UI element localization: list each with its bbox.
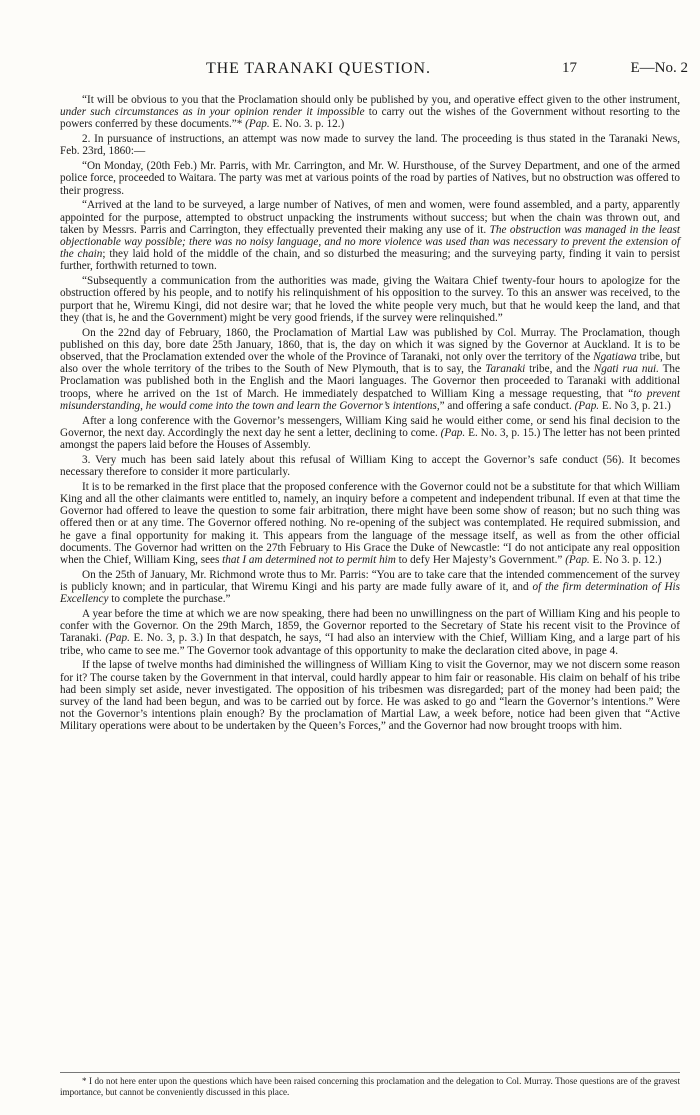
text-run: ; they laid hold of the middle of the chain, and so disturbed the measuring; and the surveying party, finding it vain to persist further, forthwith returned to town.: [60, 248, 680, 273]
italic-text: Taranaki: [485, 363, 526, 376]
text-run: After a long conference with the Governor’s messengers, William King said he would either come, or send his final decision to the Governor, the next day. Accordingly the next day he sent a letter, declining to come.: [60, 414, 680, 439]
footnote-area: [60, 1072, 680, 1098]
body-paragraph: [60, 481, 680, 566]
text-run: “Subsequently a communication from the authorities was made, giving the Waitara Chief twenty-four hours to apologize for the obstruction offered by his people, and to notify his relinquishment of his opposition to the survey. To this an answer was received, to the purport that he, Wiremu Kingi, did not desire war; that he loved the white people very much, but that he would keep the land, and that they (that is, he and the Government) might be very good friends, if the survey were relinquished.”: [60, 275, 680, 324]
italic-text: that I am determined not to permit him: [222, 554, 396, 567]
body-paragraph: [60, 199, 680, 272]
body-paragraph: [60, 608, 680, 657]
text-run: to complete the purchase.”: [108, 593, 231, 606]
body-paragraph: [60, 275, 680, 324]
page-header: [60, 60, 688, 82]
text-run: On the 25th of January, Mr. Richmond wrote thus to Mr. Parris: “You are to take care that the intended commencement of the survey is publicly known; and in particular, that Wiremu Kingi and his party are made fully aware of it, and: [60, 568, 680, 594]
italic-text: Ngatiawa: [593, 351, 637, 364]
italic-text: to prevent misunderstanding, he would come into the town and learn the Governor’s intentions,: [60, 387, 680, 412]
text-run: to carry out the wishes of the Government without resorting to the powers conferred by these documents.”*: [60, 106, 681, 131]
body-paragraph: [60, 415, 680, 452]
body-text: [60, 94, 680, 735]
body-paragraph: [60, 327, 680, 412]
text-run: 2. In pursuance of instructions, an attempt was now made to survey the land. The proceeding is thus stated in the Taranaki News, Feb. 23rd, 1860:—: [60, 133, 680, 158]
page-number: 17: [562, 60, 577, 76]
text-run: 3. Very much has been said lately about this refusal of William King to accept the Governor’s safe conduct (56). It becomes necessary therefore to consider it more particularly.: [60, 453, 680, 479]
document-series-number: E—No. 2: [630, 60, 688, 76]
italic-text: under such circumstances as in your opinion render it impossible: [60, 106, 365, 119]
text-run: The Proclamation was published both in the English and the Maori languages. The Governor then proceeded to Taranaki with additional troops, where he arrived on the 1st of March. He immediately despatched to William King a message requesting, that “: [60, 363, 680, 400]
body-paragraph: [60, 659, 680, 732]
body-paragraph: [60, 454, 680, 478]
italic-text: (Pap.: [440, 426, 466, 439]
italic-text: (Pap.: [105, 632, 130, 645]
text-run: “On Monday, (20th Feb.) Mr. Parris, with Mr. Carrington, and Mr. W. Hursthouse, of the Survey Department, and one of the armed police force, proceeded to Waitara. The party was met at various points of the road by parties of Natives, but no obstruction was offered to their progress.: [60, 160, 680, 197]
text-run: E. No. 3, p. 3.) In that despatch, he says, “I had also an interview with the Chief, William King, and a large part of his tribe, who came to see me.” The Governor took advantage of this opportunity to make the declaration cited above, in page 4.: [60, 632, 680, 657]
text-run: tribe, and the: [525, 363, 594, 376]
italic-text: The obstruction was managed in the least objectionable way possible; there was no noisy language, and no more violence was used than was necessary to prevent the extension of the chain: [60, 223, 680, 261]
text-run: A year before the time at which we are now speaking, there had been no unwillingness on the part of William King and his people to confer with the Governor. On the 29th March, 1859, the Governor reported to the Secretary of State his recent visit to the Province of Taranaki.: [60, 608, 680, 645]
text-run: to defy Her Majesty’s Government.”: [395, 554, 566, 567]
footnote: * I do not here enter upon the questions which have been raised concerning this proclamation and the delegation to Col. Murray. Those questions are of the gravest importance, but cannot be conveniently discussed in this place.: [60, 1076, 680, 1097]
text-run: “It will be obvious to you that the Proclamation should only be published by you, and operative effect given to the other instrument,: [82, 94, 680, 106]
italic-text: (Pap.: [565, 554, 590, 567]
text-run: E. No 3. p. 12.): [589, 554, 662, 567]
running-title: THE TARANAKI QUESTION.: [206, 60, 431, 77]
italic-text: (Pap.: [245, 118, 270, 131]
text-run: E. No 3, p. 21.): [599, 399, 671, 412]
text-run: “Arrived at the land to be surveyed, a large number of Natives, of men and women, were found assembled, and a party, apparently appointed for the purpose, attempted to obstruct unpacking the instruments without success; but when the chain was thrown out, and taken by Messrs. Parris and Carrington, they effectually prevented their making any use of it.: [60, 199, 680, 236]
italic-text: (Pap.: [574, 399, 600, 412]
text-run: On the 22nd day of February, 1860, the Proclamation of Martial Law was published by Col. Murray. The Proclamation, though published on this day, bore date 25th January, 1860, that is, the day on which it was signed by the Governor at Auckland. It is to be observed, that the Proclamation extended over the whole of the Province of Taranaki, not only over the territory of the: [60, 326, 680, 364]
text-run: E. No. 3. p. 12.): [269, 118, 345, 131]
text-run: tribe, but also over the whole territory of the tribes to the South of New Plymouth, that is to say, the: [60, 351, 680, 376]
body-paragraph: [60, 94, 680, 131]
body-paragraph: [60, 160, 680, 197]
italic-text: of the firm determination of His Excellency: [60, 581, 681, 606]
text-run: ” and offering a safe conduct.: [439, 399, 575, 412]
body-paragraph: [60, 133, 680, 157]
text-run: It is to be remarked in the first place that the proposed conference with the Governor could not be a substitute for that which William King and all the other claimants were entitled to, namely, an inquiry before a competent and independent tribunal. If even at that time the Governor had offered to leave the question to some fair arbitration, there might have been some show of reason; but no such thing was offered then or at any time. The Governor offered nothing. No re-opening of the subject was contemplated. He required submission, and he gave a final opportunity for making it. This appears from the language of the message itself, as well as from the other official documents. The Governor had written on the 27th February to His Grace the Duke of Newcastle: “I do not anticipate any real opposition when the Chief, William King, sees: [60, 480, 680, 567]
text-run: If the lapse of twelve months had diminished the willingness of William King to visit the Governor, may we not discern some reason for it? The course taken by the Government in that interval, could hardly appear to him fair or reasonable. His claim on behalf of his tribe had been simply set aside, never investigated. The opposition of his tribesmen was disregarded; part of the money had been paid; the survey of the land had been begun, and was to be carried out by force. He was asked to go and “learn the Governor’s intentions.” Were not the Governor’s intentions plain enough? By the proclamation of Martial Law, a week before, notice had been given that “Active Military operations were about to be undertaken by the Queen’s Forces,” and the Governor had now brought troops with him.: [60, 659, 680, 733]
text-run: E. No. 3, p. 15.) The letter has not been printed amongst the papers laid before the Houses of Assembly.: [60, 426, 680, 452]
italic-text: Ngati rua nui.: [593, 363, 659, 376]
body-paragraph: [60, 569, 680, 606]
